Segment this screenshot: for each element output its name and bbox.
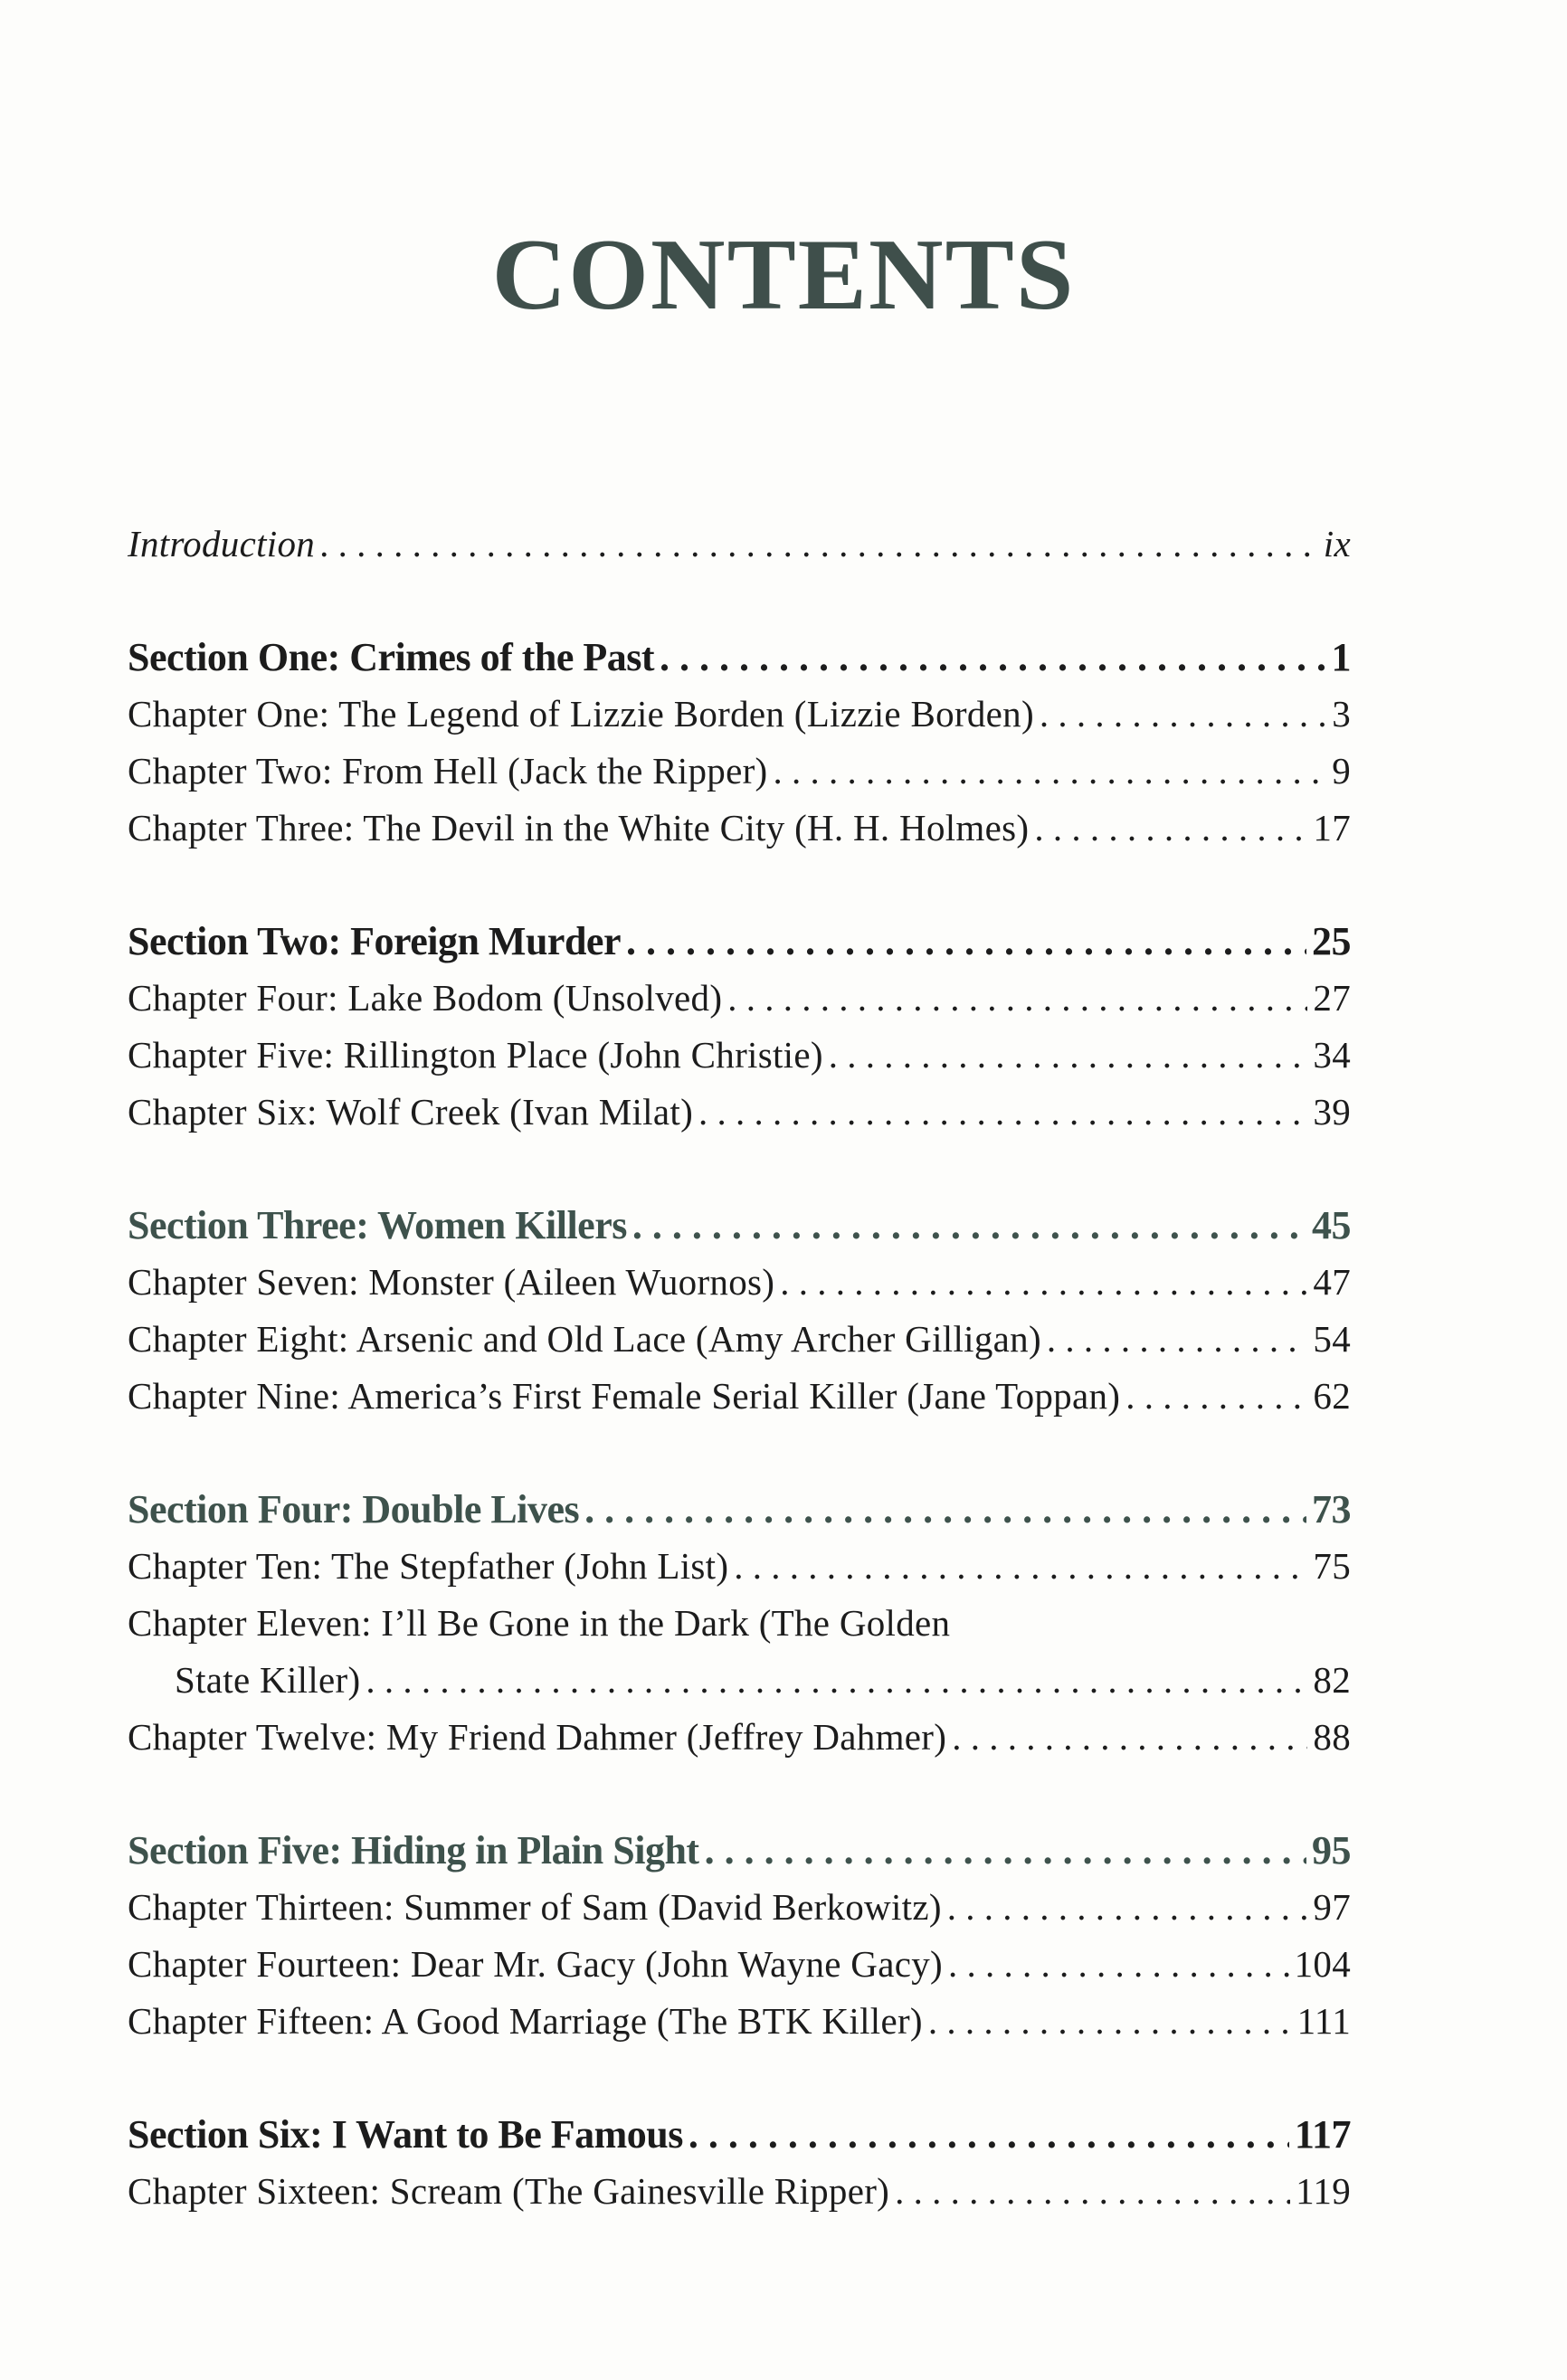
entry-label: Chapter Three: The Devil in the White City (H. H. Holmes)	[128, 807, 1030, 849]
dot-leader	[660, 629, 1325, 686]
toc-chapter[interactable]	[128, 1993, 1351, 2050]
entry-page: 62	[1313, 1375, 1351, 1417]
entry-page: 39	[1313, 1091, 1351, 1133]
toc-chapter[interactable]	[128, 1709, 1351, 1766]
toc-section-3[interactable]	[128, 1197, 1351, 1254]
dot-leader	[734, 1538, 1307, 1595]
dot-leader	[1047, 1311, 1307, 1368]
dot-leader	[774, 743, 1327, 800]
entry-label: Section Four: Double Lives	[128, 1487, 580, 1531]
entry-label: Chapter Thirteen: Summer of Sam (David Berkowitz)	[128, 1886, 942, 1928]
entry-page: 97	[1313, 1886, 1351, 1928]
entry-page: 25	[1312, 919, 1351, 963]
entry-label: State Killer)	[175, 1659, 361, 1701]
toc-section-5[interactable]	[128, 1822, 1351, 1879]
dot-leader	[626, 913, 1306, 970]
dot-leader	[928, 1993, 1292, 2050]
entry-label: Section Two: Foreign Murder	[128, 919, 621, 963]
dot-leader	[1034, 800, 1307, 857]
dot-leader	[705, 1822, 1306, 1879]
entry-page: 45	[1312, 1203, 1351, 1247]
toc-chapter[interactable]	[128, 970, 1351, 1027]
entry-page: 17	[1313, 807, 1351, 849]
entry-page: 54	[1313, 1318, 1351, 1360]
dot-leader	[780, 1254, 1307, 1311]
dot-leader	[1125, 1368, 1307, 1425]
toc-chapter[interactable]	[128, 1084, 1351, 1141]
dot-leader	[829, 1027, 1308, 1084]
toc-chapter[interactable]	[128, 1311, 1351, 1368]
table-of-contents	[128, 516, 1351, 2220]
dot-leader	[948, 1936, 1289, 1993]
entry-label: Chapter Sixteen: Scream (The Gainesville Ripper)	[128, 2170, 890, 2212]
entry-page: 1	[1331, 635, 1351, 679]
entry-label: Chapter Twelve: My Friend Dahmer (Jeffrey Dahmer)	[128, 1716, 947, 1758]
toc-chapter[interactable]	[128, 1254, 1351, 1311]
entry-label: Chapter One: The Legend of Lizzie Borden (Lizzie Borden)	[128, 693, 1034, 735]
toc-entry-introduction[interactable]	[128, 516, 1351, 573]
entry-page: 95	[1312, 1828, 1351, 1873]
dot-leader	[689, 2106, 1289, 2163]
entry-label: Section One: Crimes of the Past	[128, 635, 655, 679]
toc-chapter[interactable]	[128, 1538, 1351, 1595]
dot-leader	[1040, 686, 1326, 743]
entry-label: Chapter Ten: The Stepfather (John List)	[128, 1545, 729, 1587]
entry-label: Chapter Nine: America’s First Female Serial Killer (Jane Toppan)	[128, 1375, 1121, 1417]
toc-chapter-continuation[interactable]	[128, 1652, 1351, 1709]
toc-section-1[interactable]	[128, 629, 1351, 686]
entry-label: Chapter Two: From Hell (Jack the Ripper)	[128, 750, 768, 792]
entry-page: 88	[1313, 1716, 1351, 1758]
entry-label: Introduction	[128, 523, 316, 564]
entry-page: 47	[1313, 1261, 1351, 1303]
toc-chapter[interactable]	[128, 1027, 1351, 1084]
entry-page: 104	[1294, 1943, 1351, 1985]
dot-leader	[320, 516, 1318, 573]
toc-section-4[interactable]	[128, 1481, 1351, 1538]
entry-page: 27	[1313, 977, 1351, 1019]
entry-page: 73	[1312, 1487, 1351, 1531]
entry-label: Chapter Five: Rillington Place (John Christie)	[128, 1034, 823, 1076]
entry-page: 117	[1294, 2112, 1351, 2157]
toc-chapter[interactable]	[128, 743, 1351, 800]
entry-label: Chapter Four: Lake Bodom (Unsolved)	[128, 977, 723, 1019]
entry-label: Chapter Six: Wolf Creek (Ivan Milat)	[128, 1091, 694, 1133]
toc-chapter[interactable]	[128, 1595, 1351, 1652]
dot-leader	[952, 1709, 1307, 1766]
entry-label: Chapter Fifteen: A Good Marriage (The BTK Killer)	[128, 2000, 923, 2042]
toc-section-6[interactable]	[128, 2106, 1351, 2163]
entry-page: 3	[1332, 693, 1351, 735]
entry-page: ix	[1323, 523, 1351, 564]
dot-leader	[584, 1481, 1306, 1538]
toc-section-2[interactable]	[128, 913, 1351, 970]
dot-leader	[366, 1652, 1307, 1709]
dot-leader	[947, 1879, 1308, 1936]
entry-label: Section Six: I Want to Be Famous	[128, 2112, 683, 2157]
entry-page: 119	[1296, 2170, 1351, 2212]
toc-chapter[interactable]	[128, 1936, 1351, 1993]
dot-leader	[632, 1197, 1306, 1254]
entry-page: 75	[1313, 1545, 1351, 1587]
entry-label: Chapter Eleven: I’ll Be Gone in the Dark (The Golden	[128, 1602, 951, 1644]
toc-chapter[interactable]	[128, 800, 1351, 857]
toc-chapter[interactable]	[128, 1368, 1351, 1425]
entry-page: 9	[1332, 750, 1351, 792]
entry-label: Chapter Seven: Monster (Aileen Wuornos)	[128, 1261, 775, 1303]
toc-chapter[interactable]	[128, 1879, 1351, 1936]
entry-label: Section Three: Women Killers	[128, 1203, 627, 1247]
dot-leader	[698, 1084, 1307, 1141]
entry-label: Section Five: Hiding in Plain Sight	[128, 1828, 699, 1873]
toc-chapter[interactable]	[128, 2163, 1351, 2220]
entry-page: 82	[1313, 1659, 1351, 1701]
page-title: CONTENTS	[491, 219, 1076, 331]
entry-label: Chapter Fourteen: Dear Mr. Gacy (John Wayne Gacy)	[128, 1943, 943, 1985]
entry-page: 111	[1296, 2000, 1351, 2042]
entry-page: 34	[1313, 1034, 1351, 1076]
entry-label: Chapter Eight: Arsenic and Old Lace (Amy Archer Gilligan)	[128, 1318, 1041, 1360]
dot-leader	[895, 2163, 1290, 2220]
dot-leader	[727, 970, 1307, 1027]
toc-chapter[interactable]	[128, 686, 1351, 743]
